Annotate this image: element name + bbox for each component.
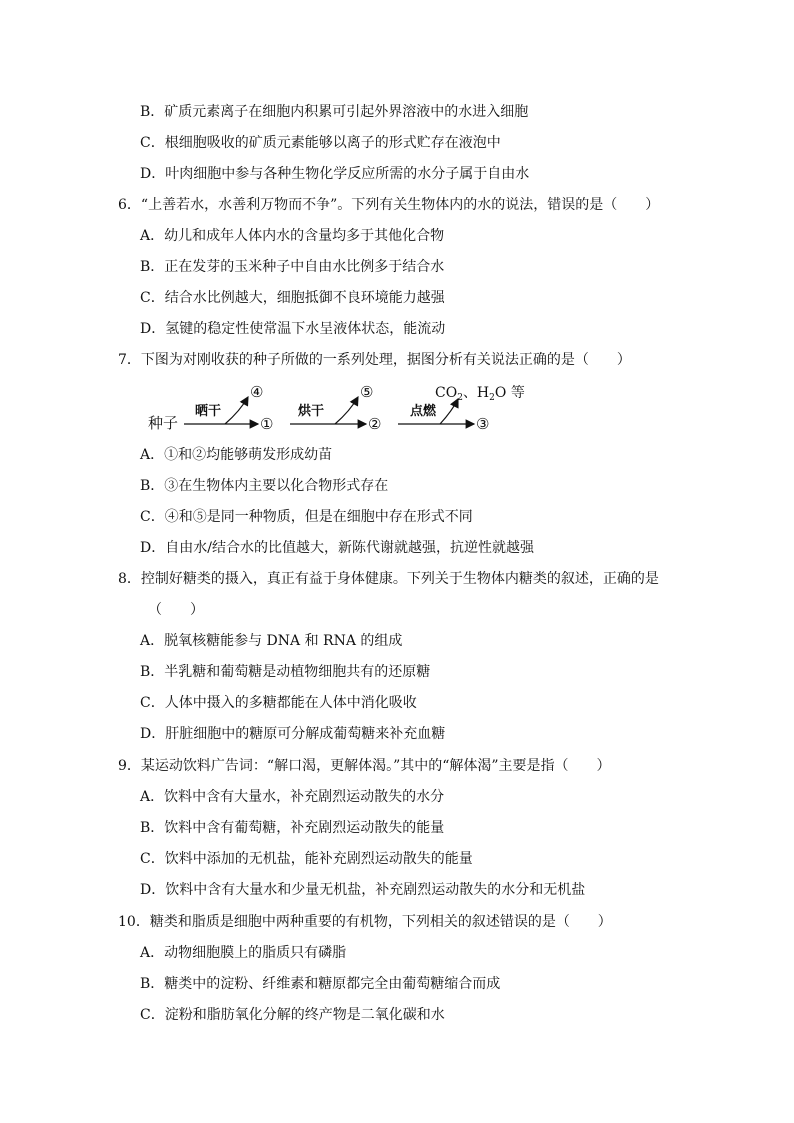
q9-option-b: B．饮料中含有葡萄糖，补充剧烈运动散失的能量 bbox=[140, 820, 445, 836]
product-3-label: ③ bbox=[476, 415, 490, 433]
step-sun-dry-label: 晒干 bbox=[195, 404, 222, 419]
question-8-stem: 8．控制好糖类的摄入，真正有益于身体健康。下列关于生物体内糖类的叙述，正确的是 bbox=[118, 571, 659, 587]
q5-option-d: D．叶肉细胞中参与各种生物化学反应所需的水分子属于自由水 bbox=[140, 166, 530, 182]
q5-option-c: C．根细胞吸收的矿质元素能够以离子的形式贮存在液泡中 bbox=[140, 135, 501, 151]
question-8-blank: （ ） bbox=[148, 602, 204, 618]
step-burn-label: 点燃 bbox=[410, 404, 437, 419]
q10-option-c: C．淀粉和脂肪氧化分解的终产物是二氧化碳和水 bbox=[140, 1007, 445, 1023]
branch-arrow-3 bbox=[440, 399, 458, 424]
question-6-stem: 6．“上善若水，水善利万物而不争”。下列有关生物体内的水的说法，错误的是（ ） bbox=[118, 197, 660, 213]
seed-label: 种子 bbox=[148, 414, 179, 432]
q7-option-b: B．③在生物体内主要以化合物形式存在 bbox=[140, 478, 389, 494]
q6-option-c: C．结合水比例越大，细胞抵御不良环境能力越强 bbox=[140, 290, 445, 306]
q9-option-d: D．饮料中含有大量水和少量无机盐，补充剧烈运动散失的水分和无机盐 bbox=[140, 882, 586, 898]
product-1-label: ① bbox=[260, 415, 274, 433]
branch-arrow-2 bbox=[335, 397, 358, 424]
product-5-label: ⑤ bbox=[360, 383, 374, 401]
q8-option-d: D．肝脏细胞中的糖原可分解成葡萄糖来补充血糖 bbox=[140, 726, 446, 742]
q9-option-c: C．饮料中添加的无机盐，能补充剧烈运动散失的能量 bbox=[140, 851, 473, 867]
q7-option-a: A．①和②均能够萌发形成幼苗 bbox=[140, 447, 333, 463]
branch-arrow-1 bbox=[225, 397, 248, 424]
q8-option-c: C．人体中摄入的多糖都能在人体中消化吸收 bbox=[140, 695, 417, 711]
q8-option-a: A．脱氧核糖能参与 DNA 和 RNA 的组成 bbox=[140, 633, 403, 649]
q8-option-b: B．半乳糖和葡萄糖是动植物细胞共有的还原糖 bbox=[140, 664, 431, 680]
question-7-stem: 7．下图为对刚收获的种子所做的一系列处理，据图分析有关说法正确的是（ ） bbox=[118, 352, 631, 368]
q9-option-a: A．饮料中含有大量水，补充剧烈运动散失的水分 bbox=[140, 789, 445, 805]
q7-option-c: C．④和⑤是同一种物质，但是在细胞中存在形式不同 bbox=[140, 509, 473, 525]
question-10-stem: 10．糖类和脂质是细胞中两种重要的有机物，下列相关的叙述错误的是（ ） bbox=[118, 914, 612, 930]
gas-products-label: $CO_2$、$H_2O$ 等 bbox=[435, 385, 525, 403]
product-2-label: ② bbox=[368, 415, 382, 433]
q7-option-d: D．自由水/结合水的比值越大，新陈代谢就越强，抗逆性就越强 bbox=[140, 540, 534, 556]
step-oven-dry-label: 烘干 bbox=[298, 404, 325, 419]
q5-option-b: B．矿质元素离子在细胞内积累可引起外界溶液中的水进入细胞 bbox=[140, 104, 529, 120]
q6-option-d: D．氢键的稳定性使常温下水呈液体状态，能流动 bbox=[140, 321, 446, 337]
q6-option-b: B．正在发芽的玉米种子中自由水比例多于结合水 bbox=[140, 259, 445, 275]
q6-option-a: A．幼儿和成年人体内水的含量均多于其他化合物 bbox=[140, 228, 445, 244]
q10-option-a: A．动物细胞膜上的脂质只有磷脂 bbox=[140, 945, 347, 961]
product-4-label: ④ bbox=[250, 383, 264, 401]
seed-processing-diagram bbox=[140, 381, 540, 433]
q10-option-b: B．糖类中的淀粉、纤维素和糖原都完全由葡萄糖缩合而成 bbox=[140, 976, 501, 992]
question-9-stem: 9．某运动饮料广告词：“解口渴，更解体渴。”其中的“解体渴”主要是指（ ） bbox=[118, 758, 611, 774]
